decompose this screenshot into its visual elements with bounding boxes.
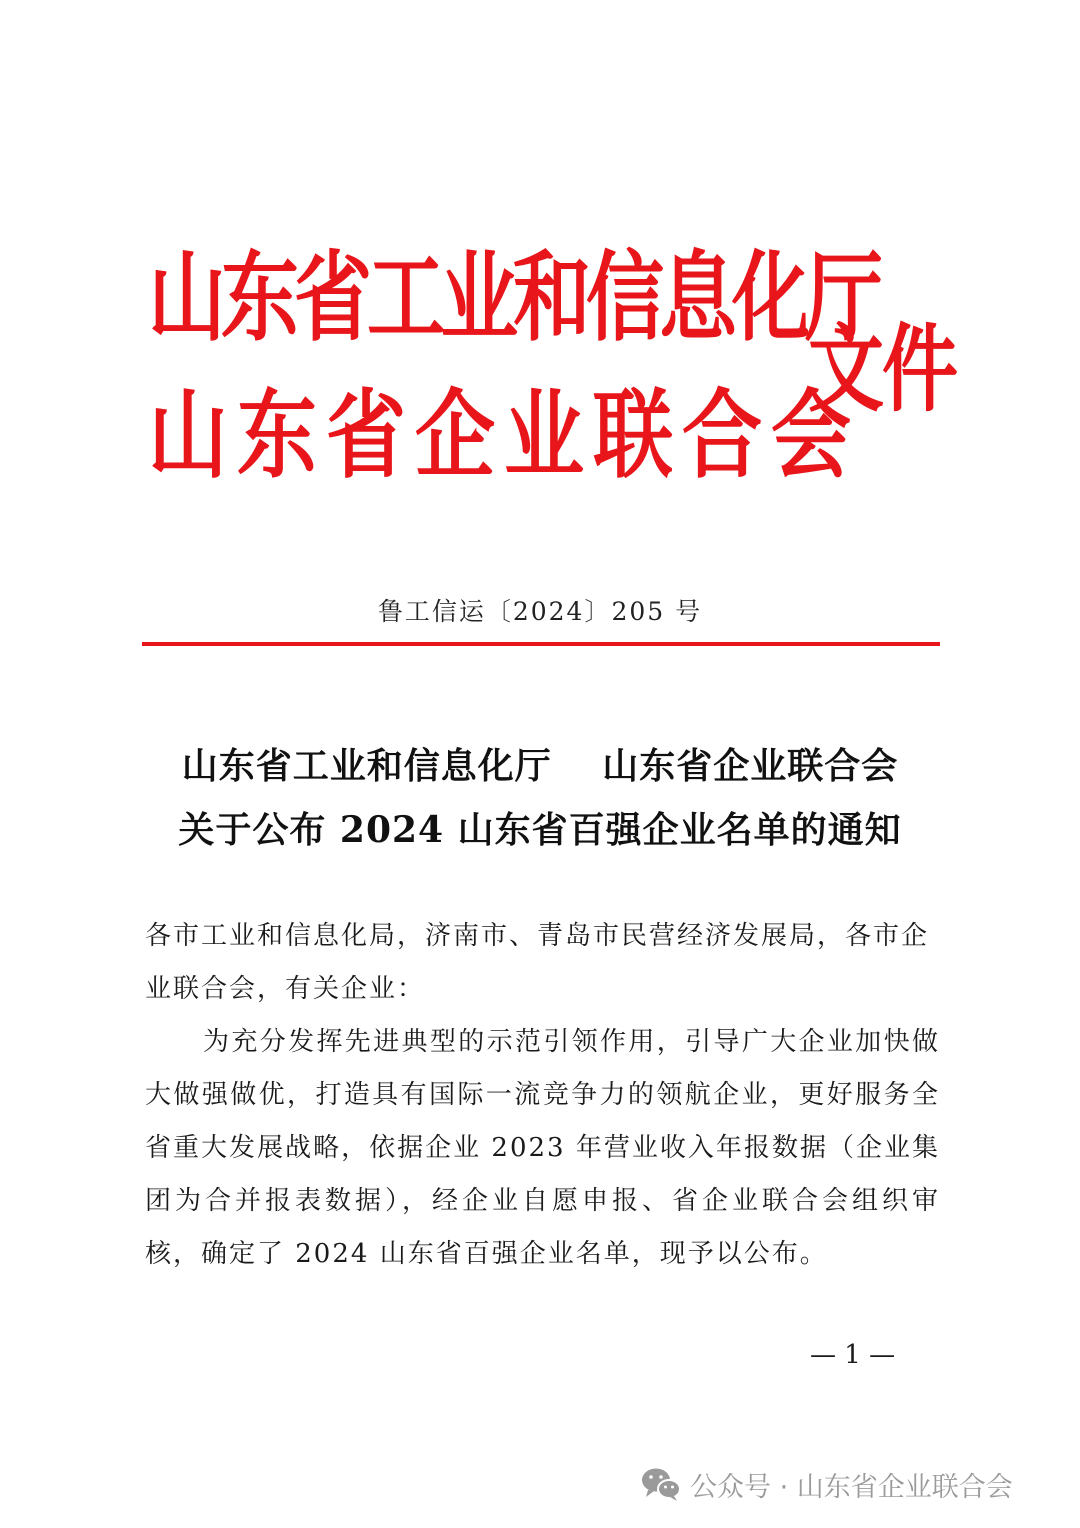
watermark-text: 公众号 · 山东省企业联合会 [690, 1471, 1013, 1503]
body-paragraph: 为充分发挥先进典型的示范引领作用，引导广大企业加快做大做强做优，打造具有国际一流竞争力的领航企业，更好服务全省重大发展战略，依据企业 2023 年营业收入年报数据（企业集团为合并报表数据），经企业自愿申报、省企业联合会组织审核，确定了 2024 山东省百强企业名单，现予以公布。 [145, 1027, 940, 1269]
wechat-icon [640, 1466, 682, 1502]
masthead-suffix: 文件 [808, 313, 956, 425]
document-title-line-2: 关于公布 2024 山东省百强企业名单的通知 [178, 809, 902, 851]
masthead [148, 240, 956, 510]
document-title-line-1: 山东省工业和信息化厅 山东省企业联合会 [181, 745, 899, 787]
masthead-issuer-2: 山东省企业联合会 [148, 379, 860, 492]
watermark [640, 1462, 1013, 1506]
document-number: 鲁工信运〔2024〕205 号 [377, 597, 703, 626]
red-divider [142, 642, 940, 646]
masthead-issuer-1: 山东省工业和信息化厅 [148, 242, 879, 355]
page-number: — 1 — [810, 1340, 896, 1370]
addressee: 各市工业和信息化局，济南市、青岛市民营经济发展局，各市企业联合会，有关企业： [145, 921, 930, 1004]
